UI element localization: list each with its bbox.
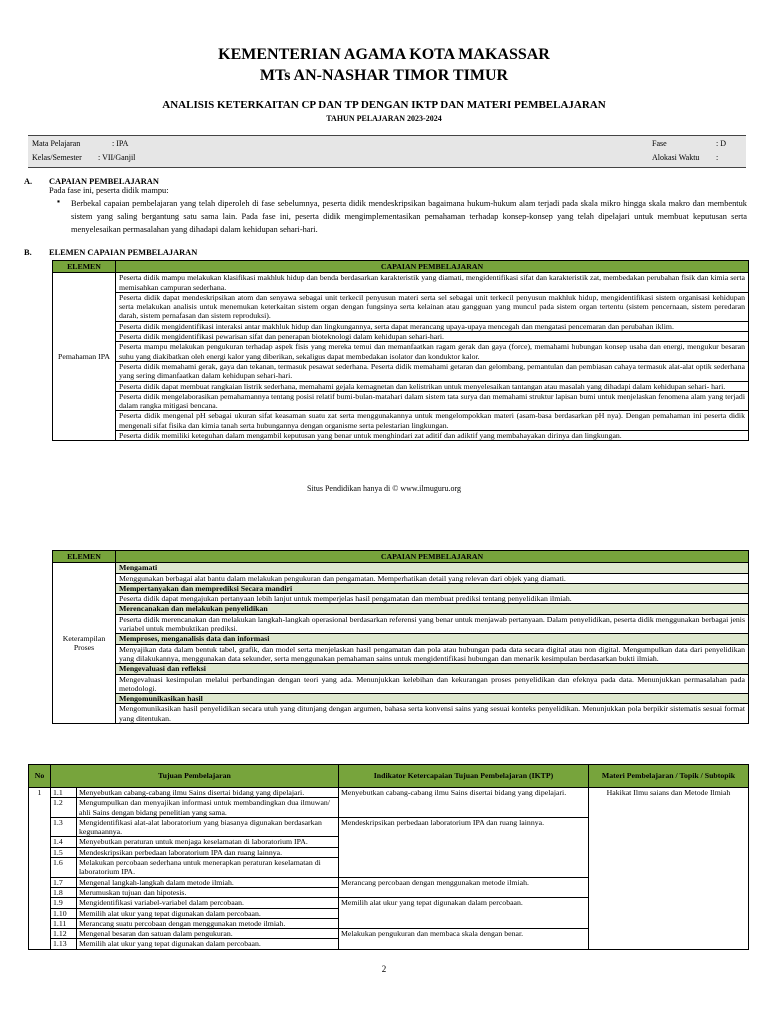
tp-number: 1.9 — [51, 898, 77, 908]
tp-cell: Menyebutkan peraturan untuk menjaga keselamatan di laboratorium IPA. — [77, 837, 339, 847]
tp-number: 1.11 — [51, 918, 77, 928]
section-b-title: ELEMEN CAPAIAN PEMBELAJARAN — [49, 248, 198, 257]
subject-label: Mata Pelajaran — [32, 139, 81, 148]
table-row — [29, 788, 749, 798]
cp-cell: Peserta didik mengidentifikasi pewarisan sifat dan penerapan bioteknologi dalam kehidupan sehari-hari. — [116, 332, 749, 342]
time-value: : — [716, 153, 719, 162]
cp-cell: Peserta didik mengidentifikasi interaksi antar makhluk hidup dan lingkungannya, serta dapat merancang upaya-upaya mencegah dan mengatasi pencemaran dan perubahan iklim. — [116, 321, 749, 331]
subject-value: : IPA — [112, 139, 129, 148]
tp-iktp-table — [28, 764, 749, 950]
cp-cell: Peserta didik memahami gerak, gaya dan tekanan, termasuk pesawat sederhana. Peserta didik memahami getaran dan gelombang, pemantulan dan pembiasan cahaya termasuk alat-alat optik sederhana yang sering dimanfaatkan dalam kehidupan sehari-hari. — [116, 361, 749, 381]
table-row — [53, 563, 749, 573]
tp-cell: Mengenal besaran dan satuan dalam pengukuran. — [77, 929, 339, 939]
bullet-icon: ▪ — [57, 197, 60, 206]
section-a-text: Berbekal capaian pembelajaran yang telah diperoleh di fase sebelumnya, peserta didik mendeskripsikan bagaimana hukum-hukum alam terjadi pada skala mikro hingga skala makro dan membentuk sistem yang saling bergantung satu sama lain. Pada fase ini, peserta didik mengimplementasikan pemahaman terhadap konsep-konsep yang telah dipelajari untuk membuat keputusan serta menyelesaikan permasalahan yang dihadapi dalam kehidupan sehari-hari. — [71, 199, 747, 234]
tp-cell: Mendeskripsikan perbedaan laboratorium IPA dan ruang lainnya. — [77, 847, 339, 857]
tp-cell: Mengumpulkan dan menyajikan informasi untuk membandingkan dua ilmuwan/ ahli Sains dengan bidang penelitian yang sama. — [77, 798, 339, 818]
cp-cell: Mengomunikasikan hasil penyelidikan secara utuh yang ditunjang dengan argumen, bahasa serta konvensi sains yang sesuai konteks penyelidikan. Menunjukkan pola berpikir sistematis sesuai format yang ditentukan. — [116, 704, 749, 724]
tp-number: 1.3 — [51, 817, 77, 837]
tp-cell: Mengidentifikasi variabel-variabel dalam percobaan. — [77, 898, 339, 908]
table-row — [53, 391, 749, 411]
phase-value: : D — [716, 139, 726, 148]
iktp-cell: Memilih alat ukur yang tepat digunakan dalam percobaan. — [339, 898, 589, 929]
element-cell: Pemahaman IPA — [53, 273, 116, 441]
cp-cell: Peserta didik mengelaborasikan pemahamannya tentang posisi relatif bumi-bulan-matahari dalam sistem tata surya dan memahami struktur lapisan bumi untuk menjelaskan fenomena alam yang terjadi dalam rangka mitigasi bencana. — [116, 391, 749, 411]
col-header-tp: Tujuan Pembelajaran — [51, 765, 339, 788]
col-header-elemen: ELEMEN — [53, 261, 116, 273]
section-a-letter: A. — [24, 177, 33, 186]
school-title: MTs AN-NASHAR TIMOR TIMUR — [259, 67, 509, 84]
tp-number: 1.10 — [51, 908, 77, 918]
table-row — [53, 292, 749, 321]
cp-cell: Peserta didik merencanakan dan melakukan langkah-langkah operasional berdasarkan referensi yang benar untuk menjawab pertanyaan. Dalam penyelidikan, peserta didik menggunakan berbagai jenis variabel untuk membuktikan prediksi. — [116, 614, 749, 634]
table-row — [53, 361, 749, 381]
table-row — [53, 411, 749, 431]
tp-number: 1.2 — [51, 798, 77, 818]
col-header-elemen: ELEMEN — [53, 551, 116, 563]
cp-cell: Peserta didik memiliki keteguhan dalam mengambil keputusan yang benar untuk menghindari zat aditif dan adiktif yang membahayakan dirinya dan lingkungan. — [116, 431, 749, 441]
col-header-materi: Materi Pembelajaran / Topik / Subtopik — [589, 765, 749, 788]
cp-cell: Peserta didik dapat mengajukan pertanyaan lebih lanjut untuk memperjelas hasil pengamatan dan membuat prediksi tentang penyelidikan ilmiah. — [116, 594, 749, 604]
tp-number: 1.12 — [51, 929, 77, 939]
table-row — [53, 664, 749, 674]
cp-cell: Peserta didik mengenal pH sebagai ukuran sifat keasaman suatu zat serta menggunakannya untuk mengelompokkan materi (asam-basa berdasarkan pH nya). Dengan pemahaman ini peserta didik mengenali sifat fisika dan kimia tanah serta hubungannya dengan organisme serta pelestarian lingkungan. — [116, 411, 749, 431]
cp-cell: Peserta mampu melakukan pengukuran terhadap aspek fisis yang mereka temui dan memanfaatkan ragam gerak dan gaya (force), memahami hubungan konsep usaha dan energi, mengukur besaran suhu yang diakibatkan oleh energi kalor yang diberikan, sekaligus dapat membedakan isolator dan konduktor kalor. — [116, 342, 749, 362]
cp-cell: Menyajikan data dalam bentuk tabel, grafik, dan model serta menjelaskan hasil pengamatan dan pola atau hubungan pada data secara digital atau non digital. Mengumpulkan data dari penyelidikan yang dilakukannya, menggunakan data sekunder, serta menggunakan pemahaman sains untuk mengidentifikasi hubungan dan menarik kesimpulan berdasarkan bukti ilmiah. — [116, 644, 749, 664]
skill-subheading: Memproses, menganalisis data dan informasi — [116, 634, 749, 644]
col-header-cp: CAPAIAN PEMBELAJARAN — [116, 261, 749, 273]
ministry-title: KEMENTERIAN AGAMA KOTA MAKASSAR — [218, 46, 550, 63]
phase-label: Fase — [652, 139, 667, 148]
cp-cell: Mengevaluasi kesimpulan melalui perbandingan dengan teori yang ada. Menunjukkan kelebihan dan kekurangan proses penyelidikan dan efeknya pada data. Menunjukkan permasalahan pada metodologi. — [116, 674, 749, 694]
table-row — [53, 694, 749, 704]
tp-number: 1.6 — [51, 858, 77, 878]
table-row — [53, 604, 749, 614]
table-row — [53, 321, 749, 331]
tp-cell: Mengidentifikasi alat-alat laboratorium yang biasanya digunakan berdasarkan kegunaannya. — [77, 817, 339, 837]
table-row — [53, 594, 749, 604]
tp-cell: Memilih alat ukur yang tepat digunakan dalam percobaan. — [77, 939, 339, 949]
tp-cell: Mengenal langkah-langkah dalam metode ilmiah. — [77, 877, 339, 887]
iktp-cell: Menyebutkan cabang-cabang ilmu Sains disertai bidang yang dipelajari. — [339, 788, 589, 818]
table-row — [53, 704, 749, 724]
cp-cell: Menggunakan berbagai alat bantu dalam melakukan pengukuran dan pengamatan. Memperhatikan detail yang relevan dari objek yang diamati. — [116, 573, 749, 583]
col-header-cp: CAPAIAN PEMBELAJARAN — [116, 551, 749, 563]
table-row — [53, 342, 749, 362]
section-b-letter: B. — [24, 248, 32, 257]
table-row — [53, 332, 749, 342]
table-row — [53, 273, 749, 293]
col-header-no: No — [29, 765, 51, 788]
iktp-cell: Melakukan pengukuran dan membaca skala dengan benar. — [339, 929, 589, 950]
skill-subheading: Merencanakan dan melakukan penyelidikan — [116, 604, 749, 614]
class-label: Kelas/Semester — [32, 153, 82, 162]
page-number: 2 — [381, 964, 387, 974]
tp-number: 1.4 — [51, 837, 77, 847]
section-a-intro: Pada fase ini, peserta didik mampu: — [49, 186, 169, 195]
table-row — [53, 644, 749, 664]
cp-cell: Peserta didik dapat mendeskripsikan atom dan senyawa sebagai unit terkecil penyusun materi serta sel sebagai unit terkecil penyusun makhluk hidup, mengidentifikasi sistem organisasi kehidupan serta melakukan analisis untuk menemukan keterkaitan sistem organ dengan fungsinya serta kelainan atau gangguan yang muncul pada sistem organ tertentu (sistem pencernaan, sistem peredaran darah, sistem pernafasan dan sistem reproduksi). — [116, 292, 749, 321]
time-label: Alokasi Waktu — [652, 153, 700, 162]
tp-number: 1.7 — [51, 877, 77, 887]
academic-year: TAHUN PELAJARAN 2023-2024 — [326, 114, 442, 123]
skill-subheading: Mengomunikasikan hasil — [116, 694, 749, 704]
table-row — [53, 381, 749, 391]
class-value: : VII/Ganjil — [98, 153, 136, 162]
tp-number: 1.8 — [51, 887, 77, 897]
tp-cell: Menyebutkan cabang-cabang ilmu Sains disertai bidang yang dipelajari. — [77, 788, 339, 798]
tp-cell: Merumuskan tujuan dan hipotesis. — [77, 887, 339, 897]
tp-number: 1.13 — [51, 939, 77, 949]
iktp-cell: Merancang percobaan dengan menggunakan metode ilmiah. — [339, 877, 589, 898]
tp-number: 1.1 — [51, 788, 77, 798]
skill-subheading: Mengamati — [116, 563, 749, 573]
table-row — [53, 614, 749, 634]
skill-subheading: Mempertanyakan dan memprediksi Secara mandiri — [116, 583, 749, 593]
col-header-iktp: Indikator Ketercapaian Tujuan Pembelajaran (IKTP) — [339, 765, 589, 788]
cp-table-keterampilan — [52, 550, 749, 724]
tp-cell: Merancang suatu percobaan dengan menggunakan metode ilmiah. — [77, 918, 339, 928]
row-number: 1 — [29, 788, 51, 950]
cp-table-pemahaman — [52, 260, 749, 441]
section-a-title: CAPAIAN PEMBELAJARAN — [49, 177, 159, 186]
tp-cell: Memilih alat ukur yang tepat digunakan dalam percobaan. — [77, 908, 339, 918]
skill-subheading: Mengevaluasi dan refleksi — [116, 664, 749, 674]
table-row — [53, 674, 749, 694]
materi-cell: Hakikat Ilmu saians dan Metode Ilmiah — [589, 788, 749, 950]
table-row — [53, 634, 749, 644]
tp-cell: Melakukan percobaan sederhana untuk menerapkan peraturan keselamatan di laboratorium IPA. — [77, 858, 339, 878]
cp-cell: Peserta didik mampu melakukan klasifikasi makhluk hidup dan benda berdasarkan karakteristik yang diamati, mengidentifikasi sifat dan karakteristik zat, membedakan perubahan fisik dan kimia serta memisahkan campuran sederhana. — [116, 273, 749, 293]
table-row — [53, 573, 749, 583]
table-row — [53, 431, 749, 441]
element-cell: Keterampilan Proses — [53, 563, 116, 724]
table-row — [53, 583, 749, 593]
site-footer: Situs Pendidikan hanya di © www.ilmuguru.org — [306, 484, 462, 493]
document-title: ANALISIS KETERKAITAN CP DAN TP DENGAN IKTP DAN MATERI PEMBELAJARAN — [162, 99, 606, 111]
cp-cell: Peserta didik dapat membuat rangkaian listrik sederhana, memahami gejala kemagnetan dan kelistrikan untuk menyelesaikan tantangan atau masalah yang dihadapi dalam kehidupan sehari- hari. — [116, 381, 749, 391]
tp-number: 1.5 — [51, 847, 77, 857]
iktp-cell: Mendeskripsikan perbedaan laboratorium IPA dan ruang lainnya. — [339, 817, 589, 877]
info-box — [28, 135, 746, 168]
